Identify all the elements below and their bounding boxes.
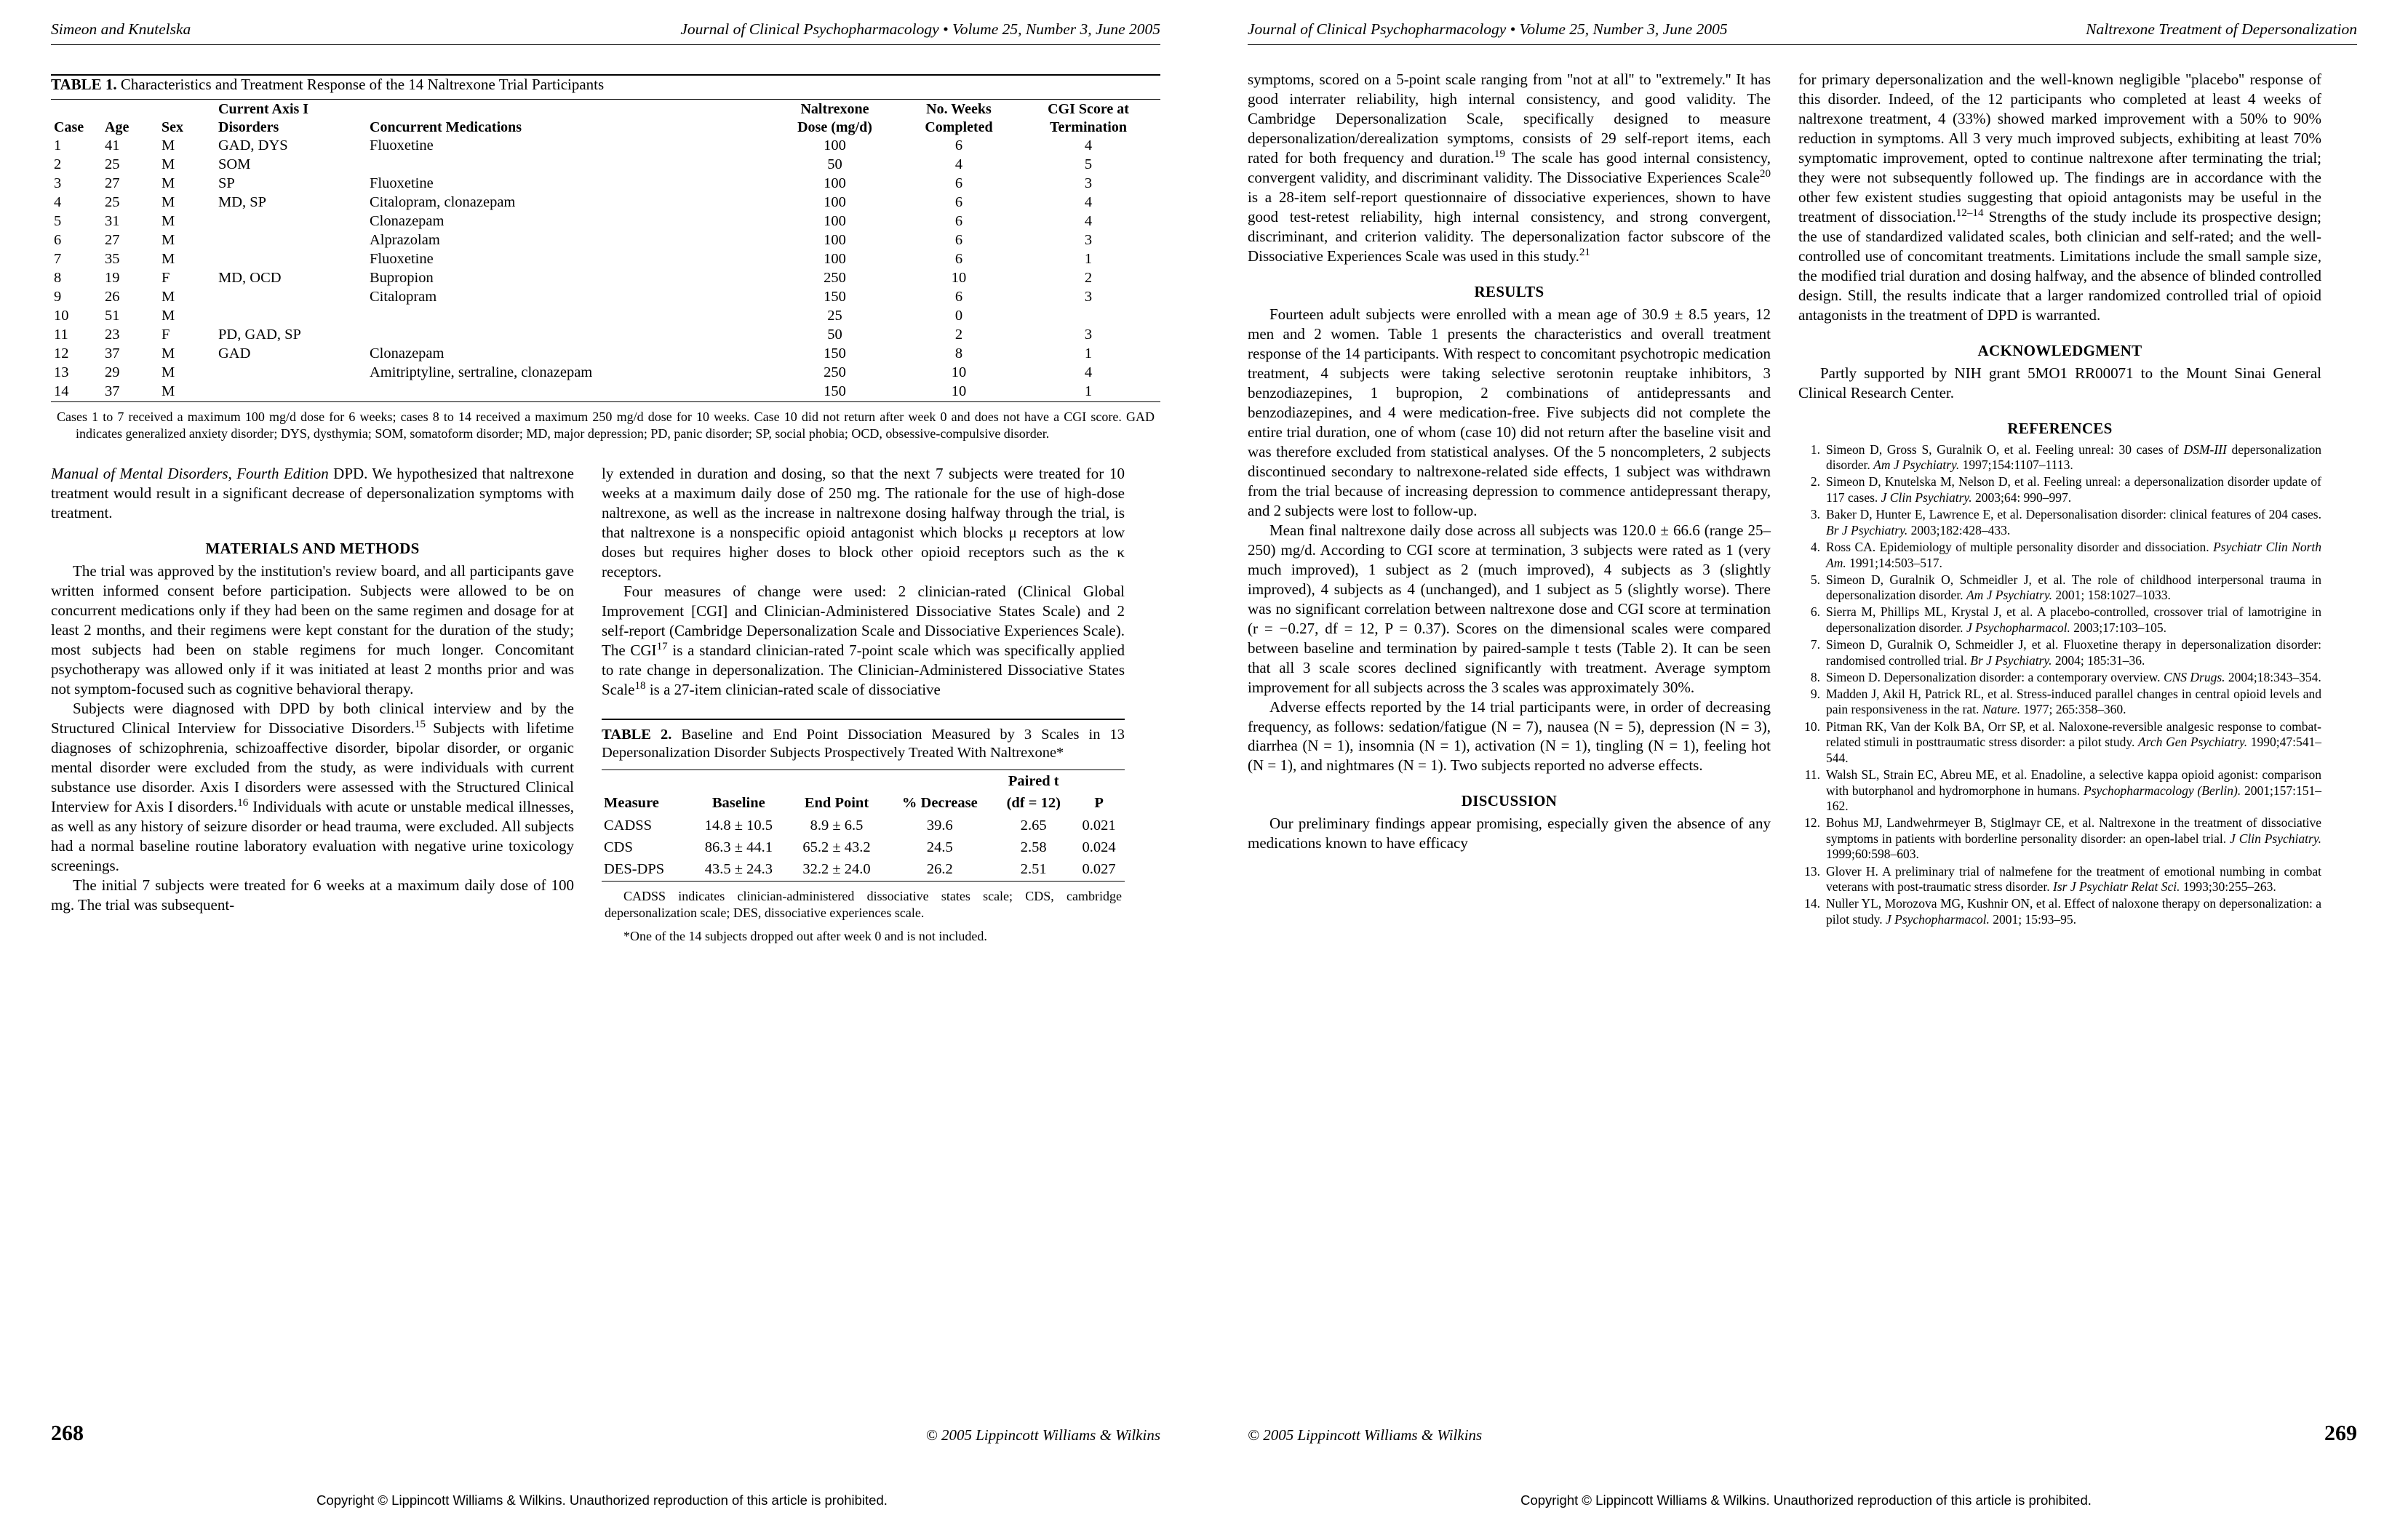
diagnosis-b: Subjects with lifetime diagnoses of schizophrenia, schizoaffective disorder, bipolar disorder, or organic mental disorder were excluded from the study, as were individuals with current substance use disorder. Axis I disorders were assessed with the Structured Clinical Interview for Axis I disorders.: [51, 719, 575, 815]
paragraph-adverse-effects: Adverse effects reported by the 14 trial participants were, in order of decreasing frequency, as follows: sedation/fatigue (N = 7), nausea (N = 5), depression (N = 3), diarrhea (N = 1), insomnia (N = 1), activation (N = 1), tingling (N = 1), feeling hot (N = 1), and nightmares (N = 1). Two subjects reported no adverse effects.: [1248, 697, 1771, 775]
scales-b: The scale has good internal consistency, convergent validity, and discriminant validity. The Dissociative Experiences Scale: [1248, 148, 1771, 186]
cell-sex: F: [162, 270, 170, 287]
heading-references: REFERENCES: [2007, 419, 2113, 437]
cell-measure: CADSS: [604, 817, 653, 834]
reference-text: Pitman RK, Van der Kolk BA, Orr SP, et al. Naloxone-reversible analgesic response to combat-related stimuli in posttraumatic stress disorder: a pilot study. Arch Gen Psychiatry. 1990;47:541–544.: [1826, 719, 2321, 765]
right-column-1: [1248, 70, 1771, 929]
manual-rest: DPD. We hypothesized that naltrexone treatment would result in a significant decrease of depersonalization symptoms with treatment.: [51, 464, 574, 521]
cell-axis: [215, 364, 367, 383]
cell-sex: M: [162, 213, 175, 230]
reference-number: 11.: [1804, 767, 1820, 782]
paragraph-scales: [1248, 70, 1771, 266]
cell-weeks: 10: [951, 364, 967, 381]
th-dose-line2: Dose (mg/d): [797, 119, 872, 135]
cell-case: 13: [54, 364, 69, 381]
cell-weeks: 6: [954, 175, 963, 192]
running-head-author: Simeon and Knutelska: [51, 20, 191, 38]
cell-axis: [215, 383, 367, 401]
ref-sup-18: 18: [634, 679, 646, 692]
reference-text: Simeon D, Gross S, Guralnik O, et al. Feeling unreal: 30 cases of DSM-III depersonalization disorder. Am J Psychiatry. 1997;154:1107–1113.: [1826, 441, 2321, 473]
reference-number: 5.: [1810, 572, 1820, 587]
th-dose-line1: Naltrexone: [800, 100, 869, 117]
cell-sex: M: [162, 345, 175, 362]
heading-acknowledgment: ACKNOWLEDGMENT: [1977, 341, 2142, 359]
reference-text: Simeon D. Depersonalization disorder: a contemporary overview. CNS Drugs. 2004;18:343–354.: [1826, 669, 2321, 684]
table-row: [51, 326, 1160, 345]
cell-meds: Amitriptyline, sertraline, clonazepam: [370, 364, 593, 381]
cell-axis: GAD: [218, 345, 251, 362]
ref-sup-17: 17: [656, 640, 668, 652]
scales-a: symptoms, scored on a 5-point scale ranging from ''not at all'' to ''extremely.'' It has good interrater reliability, high internal consistency, and good validity. The Cambridge Depersonalization Scale, specifically designed to measure depersonalization/derealization symptoms, consists of 29 self-report items, each rated for both frequency and duration.: [1248, 71, 1771, 167]
table-row: [51, 364, 1160, 383]
cell-case: 7: [54, 251, 62, 268]
copyright-notice-right: Copyright © Lippincott Williams & Wilkins. Unauthorized reproduction of this article is prohibited.: [1520, 1492, 2092, 1508]
table-row: [602, 836, 1125, 858]
cell-sex: M: [162, 383, 175, 400]
table-1: [51, 74, 1160, 442]
th-meds: Concurrent Medications: [370, 119, 522, 135]
cell-baseline: 43.5 ± 24.3: [704, 861, 773, 878]
cell-meds: [367, 307, 768, 326]
cell-sex: M: [162, 364, 175, 381]
cell-t: 2.51: [1020, 861, 1047, 878]
paragraph-subjects-enrolled: Fourteen adult subjects were enrolled with a mean age of 30.9 ± 8.5 years, 12 men and 2 women. Table 1 presents the characteristics and overall treatment response of the 14 participants. With respect to concomitant psychotropic medication treatment, 4 subjects were taking selective serotonin reuptake inhibitors, 3 benzodiazepines, 1 bupropion, 2 combinations of antidepressants and benzodiazepines, and 4 were medication-free. Five subjects did not complete the entire trial duration, one of whom (case 10) did not return after the baseline visit and was therefore excluded from statistical analyses. Of the 5 noncompleters, 2 subjects discontinued secondary to naltrexone-related side effects, 1 subject was withdrawn from the trial because of increasing depression to commence antidepressant therapy, and 2 subjects were lost to follow-up.: [1248, 305, 1771, 519]
measures-a: Four measures of change were used: 2 clinician-rated (Clinical Global Improvement [CGI] and Clinician-Administered Dissociative States Scale) and 2 self-report (Cambridge Depersonalization Scale and Dissociative Experiences Scale). The CGI: [602, 582, 1125, 659]
cell-case: 9: [54, 289, 62, 305]
th-cgi-line1: CGI Score at: [1048, 100, 1129, 117]
cell-age: 29: [105, 364, 120, 381]
th-endpoint: End Point: [804, 795, 869, 812]
reference-text: Simeon D, Guralnik O, Schmeidler J, et al. The role of childhood interpersonal trauma in depersonalization disorder. Am J Psychiatry. 2001; 158:1027–1033.: [1826, 572, 2321, 603]
cell-meds: Bupropion: [370, 270, 434, 287]
reference-number: 13.: [1804, 863, 1820, 879]
paragraph-discussion-start: Our preliminary findings appear promising, especially given the absence of any medications known to have efficacy: [1248, 815, 1771, 852]
cell-cgi: 4: [1084, 194, 1093, 211]
th-p: P: [1094, 795, 1104, 812]
cell-dose: 50: [827, 156, 842, 173]
cell-cgi: 3: [1084, 232, 1093, 249]
table-1-header-row-2: [51, 118, 1160, 136]
table-row: [51, 137, 1160, 156]
th-weeks-line1: No. Weeks: [926, 100, 992, 117]
cell-age: 35: [105, 251, 120, 268]
ref-sup-21: 21: [1579, 246, 1590, 258]
reference-item: [1798, 719, 2321, 767]
right-page: [1204, 0, 2408, 1539]
references-list: [1798, 442, 2321, 928]
th-sex: Sex: [162, 119, 183, 135]
cell-sex: M: [162, 251, 175, 268]
reference-item: [1798, 864, 2321, 895]
reference-item: [1798, 572, 2321, 604]
cell-sex: M: [162, 308, 175, 324]
reference-number: 14.: [1804, 896, 1820, 911]
table-row: [51, 269, 1160, 288]
cell-cgi: 4: [1084, 364, 1093, 381]
cell-age: 31: [105, 213, 120, 230]
cell-dose: 100: [824, 213, 846, 230]
cell-dose: 150: [824, 345, 846, 362]
cell-meds: Fluoxetine: [370, 251, 434, 268]
reference-number: 2.: [1810, 474, 1820, 489]
reference-number: 7.: [1810, 637, 1820, 652]
table-1-grid: [51, 100, 1160, 401]
cell-weeks: 8: [954, 345, 963, 362]
cell-meds: Alprazolam: [370, 232, 440, 249]
reference-item: [1798, 507, 2321, 538]
table-row: [51, 307, 1160, 326]
cell-p: 0.024: [1082, 839, 1116, 855]
cell-sex: M: [162, 156, 175, 173]
reference-text: Ross CA. Epidemiology of multiple personality disorder and dissociation. Psychiatr Clin North Am. 1991;14:503–517.: [1826, 539, 2322, 570]
cell-age: 19: [105, 270, 120, 287]
running-head-left: [51, 20, 1160, 45]
reference-number: 12.: [1804, 815, 1820, 831]
cell-case: 3: [54, 175, 62, 192]
cell-endpoint: 8.9 ± 6.5: [810, 817, 864, 834]
cell-weeks: 6: [954, 251, 963, 268]
cell-axis: [215, 250, 367, 269]
reference-number: 8.: [1810, 669, 1820, 684]
left-body-columns: [51, 464, 1160, 946]
table-row: [51, 288, 1160, 307]
reference-text: Simeon D, Guralnik O, Schmeidler J, et al. Fluoxetine therapy in depersonalization disorder: randomised controlled trial. Br J Psychiatry. 2004; 185:31–36.: [1826, 637, 2321, 668]
cell-dose: 100: [824, 232, 846, 249]
cell-measure: CDS: [604, 839, 633, 855]
heading-materials-and-methods: MATERIALS AND METHODS: [205, 539, 420, 557]
cell-weeks: 6: [954, 137, 963, 154]
ref-sup-20: 20: [1759, 167, 1771, 180]
running-head-journal-right: Journal of Clinical Psychopharmacology • Volume 25, Number 3, June 2005: [1248, 20, 1728, 38]
table-2-footnote-2: *One of the 14 subjects dropped out after week 0 and is not included.: [623, 929, 987, 944]
heading-discussion: DISCUSSION: [1461, 792, 1558, 810]
table-2-footnote-1: CADSS indicates clinician-administered dissociative states scale; CDS, cambridge depersonalization scale; DES, dissociative experiences scale.: [605, 888, 1122, 920]
cell-case: 8: [54, 270, 62, 287]
reference-item: [1798, 896, 2321, 927]
reference-text: Sierra M, Phillips ML, Krystal J, et al. A placebo-controlled, crossover trial of lamotrigine in depersonalization disorder. J Psychopharmacol. 2003;17:103–105.: [1826, 604, 2321, 635]
cell-cgi: 4: [1084, 137, 1093, 154]
cell-weeks: 10: [951, 383, 967, 400]
cell-meds: [367, 326, 768, 345]
table-row: [602, 815, 1125, 836]
cell-dose: 100: [824, 175, 846, 192]
cell-meds: [367, 156, 768, 175]
cell-case: 10: [54, 308, 69, 324]
cell-cgi: 3: [1084, 289, 1093, 305]
reference-text: Madden J, Akil H, Patrick RL, et al. Stress-induced parallel changes in central opioid levels and pain responsiveness in the rat. Nature. 1977; 265:358–360.: [1826, 686, 2321, 717]
cell-meds: Fluoxetine: [370, 175, 434, 192]
th-axis-line2: Disorders: [218, 119, 279, 135]
cell-dose: 150: [824, 383, 846, 400]
ref-sup-19: 19: [1494, 148, 1506, 160]
cell-decrease: 24.5: [926, 839, 953, 855]
th-cgi-line2: Termination: [1050, 119, 1127, 135]
table-row: [51, 383, 1160, 401]
copyright-right: © 2005 Lippincott Williams & Wilkins: [1248, 1426, 1483, 1444]
cell-meds: Fluoxetine: [370, 137, 434, 154]
cell-endpoint: 32.2 ± 24.0: [802, 861, 871, 878]
cell-axis: GAD, DYS: [218, 137, 288, 154]
ref-sup-12-14: 12–14: [1955, 207, 1984, 219]
table-row: [51, 193, 1160, 212]
th-axis-line1: Current Axis I: [218, 100, 309, 117]
th-paired-t-line1: Paired t: [1008, 772, 1059, 789]
paragraph-approval: The trial was approved by the institution's review board, and all participants gave written informed consent before participation. Subjects were allowed to be on concurrent medications only if they had been on the same regimen and dosage for at least 2 months, and their regimens were kept constant for the duration of the study; most subjects had been on stable regimens for much longer. Concomitant psychotherapy was allowed only if it was initiated at least 2 months prior and was not symptom-focused such as cognitive behavioral therapy.: [51, 561, 574, 697]
paragraph-discussion-cont: [1798, 70, 2321, 325]
table-row: [51, 175, 1160, 193]
reference-item: [1798, 474, 2321, 505]
running-head-right: [1248, 20, 2357, 45]
cell-p: 0.021: [1082, 817, 1116, 834]
reference-number: 1.: [1810, 441, 1820, 457]
cell-dose: 250: [824, 364, 846, 381]
cell-age: 37: [105, 383, 120, 400]
reference-number: 6.: [1810, 604, 1820, 620]
table-2: [602, 719, 1125, 946]
cell-sex: M: [162, 232, 175, 249]
cell-case: 12: [54, 345, 69, 362]
copyright-notice-bottom: [0, 1492, 2408, 1508]
copyright-notice-left: Copyright © Lippincott Williams & Wilkins. Unauthorized reproduction of this article is prohibited.: [316, 1492, 888, 1508]
cell-sex: M: [162, 175, 175, 192]
cell-dose: 100: [824, 137, 846, 154]
table-1-title: Characteristics and Treatment Response of the 14 Naltrexone Trial Participants: [120, 76, 605, 93]
cell-axis: SOM: [218, 156, 251, 173]
th-age: Age: [105, 119, 129, 135]
reference-number: 10.: [1804, 719, 1820, 734]
left-column-1: [51, 464, 574, 946]
cell-axis: MD, SP: [218, 194, 267, 211]
paragraph-mean-dose: Mean final naltrexone daily dose across all subjects was 120.0 ± 66.6 (range 25–250) mg/d. According to CGI score at termination, 3 subjects were rated as 1 (very much improved), 1 subject as 2 (much improved), 4 subjects as 3 (slightly improved), 4 subjects as 4 (unchanged), and 1 subject as 5 (slightly worse). There was no significant correlation between naltrexone dose and CGI score at termination (r = −0.27, df = 12, P = 0.37). Scores on the dimensional scales were compared between baseline and termination by paired-sample t tests (Table 2). It can be seen that all 3 scale scores declined significantly with treatment. Average symptom improvement for all subjects across the 3 scales was approximately 30%.: [1248, 521, 1771, 696]
copyright-left: © 2005 Lippincott Williams & Wilkins: [925, 1426, 1160, 1444]
cell-cgi: 2: [1084, 270, 1093, 287]
th-baseline: Baseline: [711, 795, 765, 812]
table-row: [51, 345, 1160, 364]
cell-baseline: 14.8 ± 10.5: [704, 817, 773, 834]
cell-cgi: 5: [1084, 156, 1093, 173]
cell-p: 0.027: [1082, 861, 1116, 878]
reference-item: [1798, 540, 2321, 571]
reference-item: [1798, 670, 2321, 686]
cell-decrease: 39.6: [926, 817, 953, 834]
table-1-header-row-1: [51, 100, 1160, 118]
th-paired-t-line2: (df = 12): [1006, 795, 1061, 812]
cell-axis: [215, 212, 367, 231]
diagnosis-a: Subjects were diagnosed with DPD by both clinical interview and by the Structured Clinical Interview for Dissociative Disorders.: [51, 699, 574, 737]
cell-age: 23: [105, 327, 120, 343]
left-page-footer: [51, 1421, 1160, 1446]
reference-text: Nuller YL, Morozova MG, Kushnir ON, et al. Effect of naloxone therapy on depersonalization: a pilot study. J Psychopharmacol. 2001; 15:93–95.: [1826, 896, 2321, 927]
cell-age: 25: [105, 194, 120, 211]
table-2-header-row-2: [602, 792, 1125, 814]
cell-age: 27: [105, 175, 120, 192]
reference-text: Bohus MJ, Landwehrmeyer B, Stiglmayr CE, et al. Naltrexone in the treatment of dissociative symptoms in patients with borderline personality disorder: an open-label trial. J Clin Psychiatry. 1999;60:598–603.: [1826, 815, 2321, 862]
cell-weeks: 6: [954, 194, 963, 211]
paragraph-diagnosis: [51, 699, 574, 876]
cell-meds: Citalopram: [370, 289, 437, 305]
cell-age: 27: [105, 232, 120, 249]
reference-text: Glover H. A preliminary trial of nalmefene for the treatment of emotional numbing in combat veterans with post-traumatic stress disorder. Isr J Psychiatr Relat Sci. 1993;30:255–263.: [1826, 863, 2321, 895]
right-body-columns: [1248, 70, 2357, 929]
page-number-left: 268: [51, 1421, 84, 1445]
cell-sex: M: [162, 137, 175, 154]
cell-sex: M: [162, 194, 175, 211]
table-row: [602, 858, 1125, 880]
cell-dose: 100: [824, 194, 846, 211]
cell-weeks: 10: [951, 270, 967, 287]
table-2-title: Baseline and End Point Dissociation Measured by 3 Scales in 13 Depersonalization Disorder Subjects Prospectively Treated With Naltrexone*: [602, 726, 1125, 761]
cell-weeks: 6: [954, 232, 963, 249]
cell-axis: [215, 307, 367, 326]
paragraph-acknowledgment: Partly supported by NIH grant 5MO1 RR00071 to the Mount Sinai General Clinical Research Center.: [1798, 364, 2321, 401]
table-row: [51, 156, 1160, 175]
reference-item: [1798, 637, 2321, 668]
ref-sup-15: 15: [414, 718, 426, 730]
cell-age: 25: [105, 156, 120, 173]
table-1-label: TABLE 1.: [51, 76, 117, 93]
reference-item: [1798, 767, 2321, 815]
cell-t: 2.65: [1020, 817, 1047, 834]
cell-dose: 250: [824, 270, 846, 287]
cell-cgi: 3: [1084, 175, 1093, 192]
page-number-right: 269: [2324, 1421, 2357, 1445]
running-head-journal: Journal of Clinical Psychopharmacology • Volume 25, Number 3, June 2005: [680, 20, 1160, 38]
cell-case: 5: [54, 213, 62, 230]
cell-cgi: 1: [1084, 251, 1093, 268]
th-decrease: % Decrease: [901, 795, 978, 812]
cell-t: 2.58: [1020, 839, 1047, 855]
reference-item: [1798, 687, 2321, 718]
discussion-a: for primary depersonalization and the well-known negligible ''placebo'' response of this disorder. Indeed, of the 12 participants who completed at least 4 weeks of naltrexone treatment, 4 (33%) showed marked improvement with a 50% to 90% reduction in symptoms. All 3 very much improved subjects, exhibiting at least 70% symptomatic improvement, opted to continue naltrexone after terminating the trial; they were not subsequently followed up. The findings are in accordance with the other few existent studies suggesting that opioid antagonists may be useful in the treatment of dissociation.: [1798, 71, 2321, 225]
cell-weeks: 6: [954, 213, 963, 230]
reference-text: Walsh SL, Strain EC, Abreu ME, et al. Enadoline, a selective kappa opioid agonist: comparison with butorphanol and hydromorphone in humans. Psychopharmacology (Berlin). 2001;157:151–162.: [1826, 767, 2321, 814]
manual-title: Manual of Mental Disorders, Fourth Edition: [51, 464, 329, 482]
table-row: [51, 250, 1160, 269]
cell-case: 6: [54, 232, 62, 249]
cell-sex: F: [162, 327, 170, 343]
cell-decrease: 26.2: [926, 861, 953, 878]
cell-cgi: [1016, 307, 1160, 326]
th-case: Case: [54, 119, 84, 135]
cell-endpoint: 65.2 ± 43.2: [802, 839, 871, 855]
paragraph-measures: [602, 582, 1125, 700]
reference-number: 3.: [1810, 507, 1820, 522]
scales-c: is a 28-item self-report questionnaire of dissociative experiences, shown to have good test-retest reliability, high internal consistency, and strong convergent, discriminant, and criterion validity. The depersonalization factor subscore of the Dissociative Experiences Scale was used in this study.: [1248, 188, 1771, 265]
reference-text: Baker D, Hunter E, Lawrence E, et al. Depersonalisation disorder: clinical features of 204 cases. Br J Psychiatry. 2003;182:428–433.: [1826, 507, 2321, 537]
cell-cgi: 4: [1084, 213, 1093, 230]
cell-case: 14: [54, 383, 69, 400]
cell-dose: 50: [827, 327, 842, 343]
cell-weeks: 4: [954, 156, 963, 173]
table-row: [51, 212, 1160, 231]
cell-meds: Clonazepam: [370, 345, 444, 362]
right-page-footer: [1248, 1421, 2357, 1446]
table-2-label: TABLE 2.: [602, 726, 672, 743]
table-1-footnote: Cases 1 to 7 received a maximum 100 mg/d dose for 6 weeks; cases 8 to 14 received a maximum 250 mg/d dose for 10 weeks. Case 10 did not return after week 0 and does not have a CGI score. GAD indicates generalized anxiety disorder; DYS, dysthymia; SOM, somatoform disorder; MD, major depression; PD, panic disorder; SP, social phobia; OCD, obsessive-compulsive disorder.: [57, 409, 1155, 441]
reference-item: [1798, 815, 2321, 863]
cell-age: 41: [105, 137, 120, 154]
cell-case: 1: [54, 137, 62, 154]
cell-axis: MD, OCD: [218, 270, 282, 287]
cell-axis: [215, 231, 367, 250]
heading-results: RESULTS: [1474, 282, 1544, 300]
cell-age: 51: [105, 308, 120, 324]
cell-case: 4: [54, 194, 62, 211]
paragraph-manual: [51, 464, 574, 523]
cell-meds: Citalopram, clonazepam: [370, 194, 516, 211]
cell-age: 37: [105, 345, 120, 362]
cell-dose: 25: [827, 308, 842, 324]
running-head-article-title: Naltrexone Treatment of Depersonalization: [2086, 20, 2357, 38]
cell-measure: DES-DPS: [604, 861, 665, 878]
cell-dose: 100: [824, 251, 846, 268]
cell-case: 2: [54, 156, 62, 173]
cell-meds: [367, 383, 768, 401]
cell-baseline: 86.3 ± 44.1: [704, 839, 773, 855]
table-1-caption: [51, 76, 1160, 99]
reference-text: Simeon D, Knutelska M, Nelson D, et al. Feeling unreal: a depersonalization disorder update of 117 cases. J Clin Psychiatry. 2003;64: 990–997.: [1826, 474, 2321, 505]
cell-weeks: 2: [954, 327, 963, 343]
cell-weeks: 6: [954, 289, 963, 305]
cell-cgi: 3: [1084, 327, 1093, 343]
cell-cgi: 1: [1084, 345, 1093, 362]
table-2-grid: [602, 770, 1125, 881]
cell-axis: PD, GAD, SP: [218, 327, 301, 343]
cell-cgi: 1: [1084, 383, 1093, 400]
diagnosis-c: Individuals with acute or unstable medical illnesses, as well as any history of seizure disorder or head trauma, were excluded. All subjects had a normal baseline routine laboratory evaluation with negative urine toxicology screenings.: [51, 797, 574, 874]
cell-axis: [215, 288, 367, 307]
cell-axis: SP: [218, 175, 235, 192]
cell-dose: 150: [824, 289, 846, 305]
paragraph-initial-subjects: The initial 7 subjects were treated for 6 weeks at a maximum daily dose of 100 mg. The trial was subsequent-: [51, 876, 574, 914]
right-column-2: [1798, 70, 2321, 929]
discussion-b: Strengths of the study include its prospective design; the use of standardized validated scales, both clinician and self-rated; and the well-controlled use of concomitant treatments. Limitations include the small sample size, the modified trial duration and dosing halfway, and the absence of blinded controlled design. Still, the results indicate that a larger randomized controlled trial of opioid antagonists in the treatment of DPD is warranted.: [1798, 207, 2321, 324]
reference-item: [1798, 604, 2321, 636]
paragraph-extended-trial: ly extended in duration and dosing, so that the next 7 subjects were treated for 10 weeks at a maximum daily dose of 250 mg. The rationale for the use of high-dose naltrexone, as well as the increase in naltrexone dosing halfway through the trial, is that naltrexone is a nonspecific opioid antagonist which blocks μ receptors at low doses but requires higher doses to block other opioid receptors such as the κ receptors.: [602, 464, 1125, 580]
measures-b: is a standard clinician-rated 7-point scale which was specifically applied to rate change in depersonalization. The Clinician-Administered Dissociative States Scale: [602, 641, 1125, 698]
table-2-caption: [602, 720, 1125, 770]
cell-weeks: 0: [954, 308, 963, 324]
reference-number: 4.: [1810, 539, 1820, 554]
measures-c: is a 27-item clinician-rated scale of dissociative: [645, 680, 941, 698]
cell-age: 26: [105, 289, 120, 305]
left-column-2: [602, 464, 1125, 946]
reference-number: 9.: [1810, 686, 1820, 701]
cell-case: 11: [54, 327, 68, 343]
th-measure: Measure: [604, 795, 659, 812]
cell-meds: Clonazepam: [370, 213, 444, 230]
reference-item: [1798, 442, 2321, 473]
th-weeks-line2: Completed: [925, 119, 993, 135]
cell-sex: M: [162, 289, 175, 305]
table-row: [51, 231, 1160, 250]
table-2-header-row-1: [602, 770, 1125, 792]
ref-sup-16: 16: [237, 796, 249, 809]
